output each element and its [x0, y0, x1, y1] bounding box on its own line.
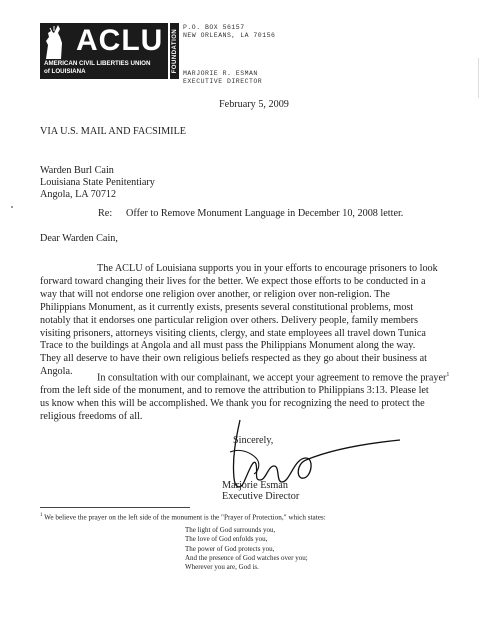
aclu-wordmark: ACLU [76, 24, 164, 57]
recipient-city: Angola, LA 70712 [40, 189, 117, 200]
re-subject: Offer to Remove Monument Language in December 10, 2008 letter. [126, 208, 404, 219]
paragraph-1: The ACLU of Louisiana supports you in your efforts to encourage prisoners to look forward toward changing their lives for the better. We expect those efforts to be conducted in a way that will not endorse one religion over another, or religion over non-religion. The Philippians Monument, as it currently exists, presents several constitutional problems, most notably that it endorses one particular religion over others. Delivery people, family members visiting prisoners, attorneys visiting clients, clergy, and state employees all travel down Tunica Trace to the buildings at Angola and all must pass the Philippians Monument along the way. They all deserve to have their own religious beliefs respected as they go about their business at Angola. [40, 263, 438, 378]
closing: Sincerely, [233, 435, 274, 446]
footnote-text: $^1$ We believe the prayer on the left side of the monument is the "Prayer of Protection," which states: [40, 513, 326, 522]
footnote-marker: 1 [446, 372, 450, 378]
recipient-name: Warden Burl Cain [40, 165, 114, 176]
prayer-of-protection: The light of God surrounds you, The love of God enfolds you, The power of God protects you, And the presence of God watches over you; Wherever you are, God is. [185, 526, 308, 572]
delivery-method: VIA U.S. MAIL AND FACSIMILE [40, 126, 187, 137]
footnote-divider [40, 507, 190, 508]
statue-of-liberty-icon [40, 23, 70, 59]
scan-edge [478, 58, 479, 98]
signer-name: Marjorie Esman [222, 480, 288, 491]
letterhead-address: P.O. BOX 56157 NEW ORLEANS, LA 70156 [183, 24, 276, 39]
re-label: Re: [98, 208, 113, 219]
letter-date: February 5, 2009 [219, 99, 289, 110]
letterhead-director: MARJORIE R. ESMAN EXECUTIVE DIRECTOR [183, 70, 263, 85]
paragraph-2: In consultation with our complainant, we accept your agreement to remove the prayer$^1$ from the left side of the monument, and to remove the attribution to Philippians 3:13. Please let us know when this will be accomplished. We thank you for recognizing the need to protect the religious freedoms of all. [40, 372, 450, 423]
signer-title: Executive Director [222, 491, 300, 502]
org-name: AMERICAN CIVIL LIBERTIES UNION of LOUISIANA [44, 60, 151, 75]
salutation: Dear Warden Cain, [40, 233, 118, 244]
foundation-bar: FOUNDATION [170, 23, 179, 79]
scan-speck [11, 206, 13, 208]
aclu-logo [40, 23, 168, 79]
recipient-institution: Louisiana State Penitentiary [40, 177, 155, 188]
